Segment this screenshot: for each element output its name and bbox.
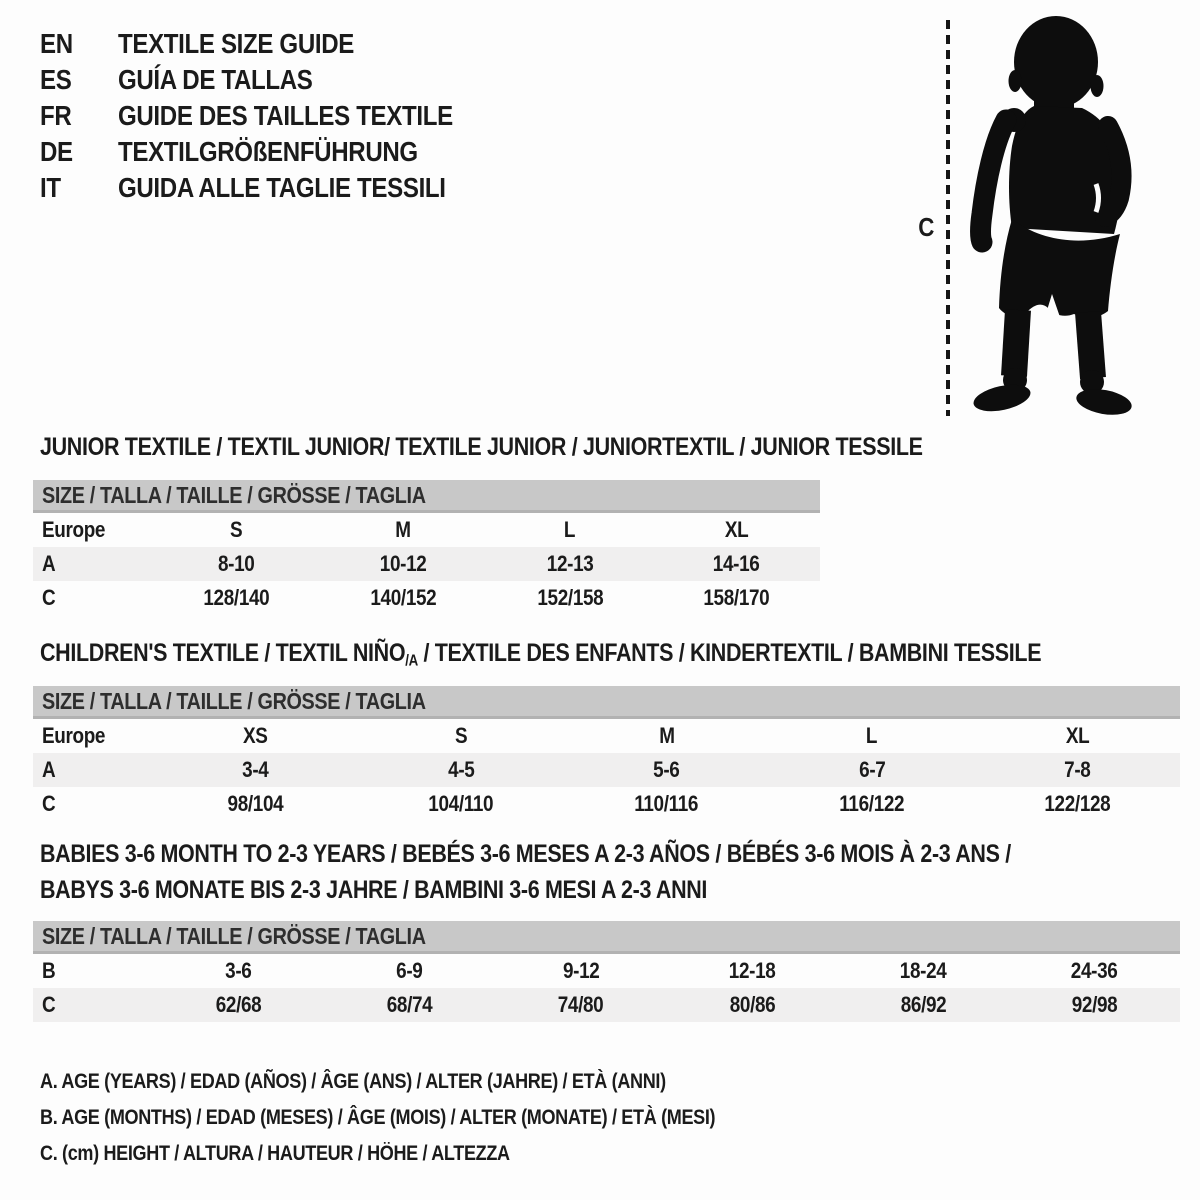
height-cell: 158/170 — [703, 585, 770, 610]
row-label: Europe — [42, 517, 106, 542]
language-row-it — [40, 170, 507, 206]
row-label: A — [42, 551, 56, 576]
language-title: GUIDA ALLE TAGLIE TESSILI — [118, 172, 446, 203]
height-cell: 122/128 — [1044, 791, 1111, 816]
measure-label-c: C — [918, 212, 934, 242]
legend-line-a: A. AGE (YEARS) / EDAD (AÑOS) / ÂGE (ANS) / ALTER (JAHRE) / ETÀ (ANNI) — [40, 1070, 666, 1093]
language-row-de — [40, 134, 507, 170]
row-label: A — [42, 757, 56, 782]
row-label: C — [42, 585, 56, 610]
size-header-label: SIZE / TALLA / TAILLE / GRÖSSE / TAGLIA — [42, 688, 426, 714]
table-row-b — [33, 954, 1180, 988]
language-title: GUIDE DES TAILLES TEXTILE — [118, 100, 453, 131]
age-cell: 6-7 — [858, 757, 886, 782]
age-cell: 24-36 — [1071, 958, 1118, 983]
row-label: Europe — [42, 723, 106, 748]
children-section-title: CHILDREN'S TEXTILE / TEXTIL $NIÑO_{/A}$ / TEXTILE DES ENFANTS / KINDERTEXTIL / BAMBINI TESSILE — [40, 639, 1042, 670]
size-cell: S — [454, 723, 468, 748]
age-cell: 7-8 — [1064, 757, 1091, 782]
table-row-a — [33, 753, 1180, 787]
size-cell: L — [564, 517, 576, 542]
language-title: TEXTILGRÖßENFÜHRUNG — [118, 136, 418, 167]
language-code: EN — [40, 28, 73, 59]
babies-section-title-line1: BABIES 3-6 MONTH TO 2-3 YEARS / BEBÉS 3-6 MESES A 2-3 AÑOS / BÉBÉS 3-6 MOIS À 2-3 ANS / — [40, 840, 1011, 868]
language-title: TEXTILE SIZE GUIDE — [118, 28, 354, 59]
table-row-europe — [33, 719, 1180, 753]
table-row-c — [33, 581, 820, 615]
age-cell: 4-5 — [447, 757, 475, 782]
height-cell: 98/104 — [227, 791, 284, 816]
language-row-fr — [40, 98, 507, 134]
table-row-a — [33, 547, 820, 581]
height-cell: 86/92 — [900, 992, 947, 1017]
height-cell: 128/140 — [203, 585, 270, 610]
children-size-table — [33, 686, 1180, 821]
toddler-silhouette-image — [962, 14, 1142, 424]
size-cell: S — [230, 517, 243, 542]
age-cell: 14-16 — [713, 551, 760, 576]
row-label: B — [42, 958, 56, 983]
language-row-es — [40, 62, 507, 98]
age-cell: 12-13 — [546, 551, 594, 576]
height-cell: 80/86 — [729, 992, 775, 1017]
babies-section-title-line2: BABYS 3-6 MONATE BIS 2-3 JAHRE / BAMBINI 3-6 MESI A 2-3 ANNI — [40, 876, 708, 904]
height-cell: 104/110 — [428, 791, 494, 816]
height-cell: 68/74 — [386, 992, 433, 1017]
row-label: C — [42, 791, 56, 816]
age-cell: 18-24 — [899, 958, 947, 983]
age-cell: 10-12 — [379, 551, 427, 576]
row-label: C — [42, 992, 56, 1017]
height-cell: 92/98 — [1071, 992, 1118, 1017]
size-cell: M — [395, 517, 411, 542]
size-header-row — [33, 480, 820, 513]
height-cell: 140/152 — [370, 585, 437, 610]
age-cell: 5-6 — [653, 757, 680, 782]
language-title: GUÍA DE TALLAS — [118, 64, 313, 95]
size-cell: XL — [1065, 723, 1090, 748]
size-header-label: SIZE / TALLA / TAILLE / GRÖSSE / TAGLIA — [42, 482, 426, 508]
nino-a-subscript: /A — [405, 652, 418, 670]
size-cell: M — [658, 723, 675, 748]
age-cell: 12-18 — [728, 958, 776, 983]
size-header-row — [33, 921, 1180, 954]
height-cell: 152/158 — [536, 585, 603, 610]
junior-size-table — [33, 480, 820, 615]
size-cell: XL — [724, 517, 749, 542]
language-code: FR — [40, 100, 72, 131]
size-cell: XS — [243, 723, 268, 748]
language-code: ES — [40, 64, 72, 95]
size-cell: L — [866, 723, 878, 748]
height-measure-line — [946, 20, 950, 416]
language-code: IT — [40, 172, 61, 203]
height-cell: 62/68 — [215, 992, 262, 1017]
table-row-c — [33, 787, 1180, 821]
language-title-list — [40, 26, 507, 206]
language-code: DE — [40, 136, 73, 167]
height-cell: 116/122 — [839, 791, 905, 816]
table-row-europe — [33, 513, 820, 547]
age-cell: 8-10 — [218, 551, 255, 576]
babies-size-table — [33, 921, 1180, 1022]
junior-section-title: JUNIOR TEXTILE / TEXTIL JUNIOR/ TEXTILE JUNIOR / JUNIORTEXTIL / JUNIOR TESSILE — [40, 433, 923, 461]
age-cell: 9-12 — [562, 958, 600, 983]
measurement-legend — [40, 1064, 825, 1172]
size-header-label: SIZE / TALLA / TAILLE / GRÖSSE / TAGLIA — [42, 923, 426, 949]
age-cell: 3-4 — [242, 757, 269, 782]
legend-line-b: B. AGE (MONTHS) / EDAD (MESES) / ÂGE (MOIS) / ALTER (MONATE) / ETÀ (MESI) — [40, 1106, 716, 1129]
age-cell: 6-9 — [396, 958, 423, 983]
table-row-c — [33, 988, 1180, 1022]
language-row-en — [40, 26, 507, 62]
height-cell: 74/80 — [558, 992, 604, 1017]
age-cell: 3-6 — [225, 958, 252, 983]
legend-line-c: C. (cm) HEIGHT / ALTURA / HAUTEUR / HÖHE / ALTEZZA — [40, 1142, 510, 1165]
height-cell: 110/116 — [634, 791, 699, 816]
size-header-row — [33, 686, 1180, 719]
